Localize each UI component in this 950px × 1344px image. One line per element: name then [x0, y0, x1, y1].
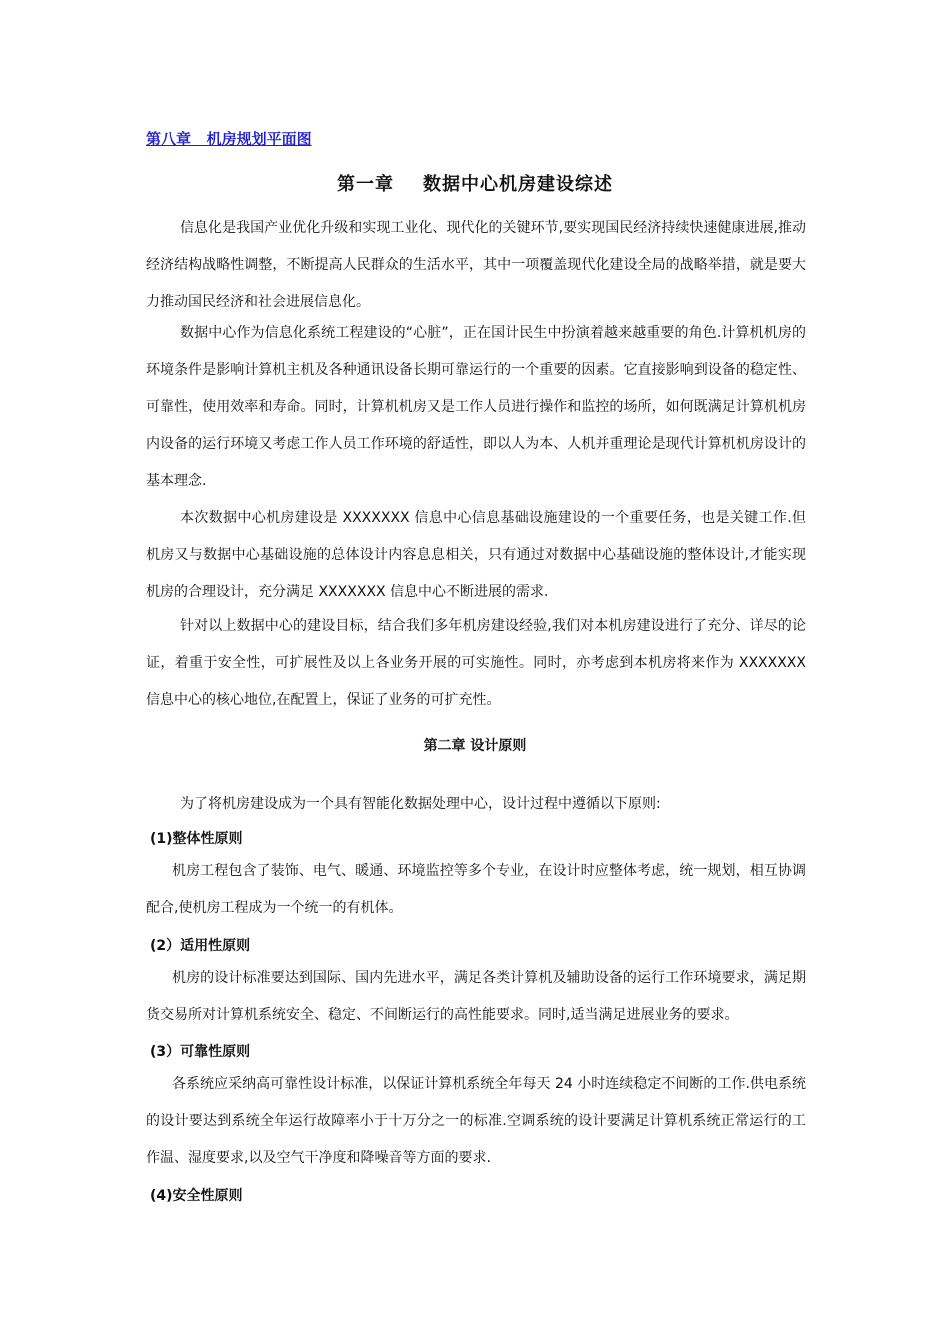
principle-text: 机房工程包含了装饰、电气、暖通、环境监控等多个专业，在设计时应整体考虑，统一规划，相互协调配合,使机房工程成为一个统一的有机体。 — [146, 863, 806, 916]
principle-text: 各系统应采纳高可靠性设计标准，以保证计算机系统全年每天 24 小时连续稳定不间断的工作.供电系统的设计要达到系统全年运行故障率小于十万分之一的标准.空调系统的设计要满足计算机系统正常运行的工作温、湿度要求,以及空气干净度和降噪音等方面的要求. — [146, 1076, 806, 1166]
chapter2-title: 第二章 设计原则 — [423, 738, 527, 754]
principle-heading: (4)安全性原则 — [150, 1188, 243, 1204]
chapter2-intro: 为了将机房建设成为一个具有智能化数据处理中心，设计过程中遵循以下原则: — [180, 796, 661, 812]
chapter1-paragraph: 本次数据中心机房建设是 XXXXXXX 信息中心信息基础设施建设的一个重要任务，也是关键工作.但机房又与数据中心基础设施的总体设计内容息息相关，只有通过对数据中心基础设施的整体设计,才能实现机房的合理设计，充分满足 XXXXXXX 信息中心不断进展的需求. — [146, 510, 806, 600]
chapter1-paragraph: 针对以上数据中心的建设目标，结合我们多年机房建设经验,我们对本机房建设进行了充分、详尽的论证，着重于安全性，可扩展性及以上各业务开展的可实施性。同时，亦考虑到本机房将来作为 XXXXXXX 信息中心的核心地位,在配置上，保证了业务的可扩充性。 — [146, 618, 806, 708]
chapter1-title: 第一章 数据中心机房建设综述 — [336, 174, 614, 195]
chapter1-paragraph: 数据中心作为信息化系统工程建设的“心脏”，正在国计民生中扮演着越来越重要的角色.计算机机房的环境条件是影响计算机主机及各种通讯设备长期可靠运行的一个重要的因素。它直接影响到设备的稳定性、可靠性，使用效率和寿命。同时，计算机机房又是工作人员进行操作和监控的场所，如何既满足计算机机房内设备的运行环境又考虑工作人员工作环境的舒适性，即以人为本、人机并重理论是现代计算机机房设计的基本理念. — [146, 325, 806, 489]
principle-heading: (2）适用性原则 — [150, 938, 251, 954]
principle-heading: (1)整体性原则 — [150, 831, 243, 847]
principle-text: 机房的设计标准要达到国际、国内先进水平，满足各类计算机及辅助设备的运行工作环境要求，满足期货交易所对计算机系统安全、稳定、不间断运行的高性能要求。同时,适当满足进展业务的要求。 — [146, 970, 806, 1023]
chapter1-paragraph: 信息化是我国产业优化升级和实现工业化、现代化的关键环节,要实现国民经济持续快速健康进展,推动经济结构战略性调整，不断提高人民群众的生活水平，其中一项覆盖现代化建设全局的战略举措，就是要大力推动国民经济和社会进展信息化。 — [146, 220, 806, 310]
principle-heading: (3）可靠性原则 — [150, 1044, 251, 1060]
toc-link-chapter8[interactable]: 第八章 机房规划平面图 — [146, 130, 312, 148]
